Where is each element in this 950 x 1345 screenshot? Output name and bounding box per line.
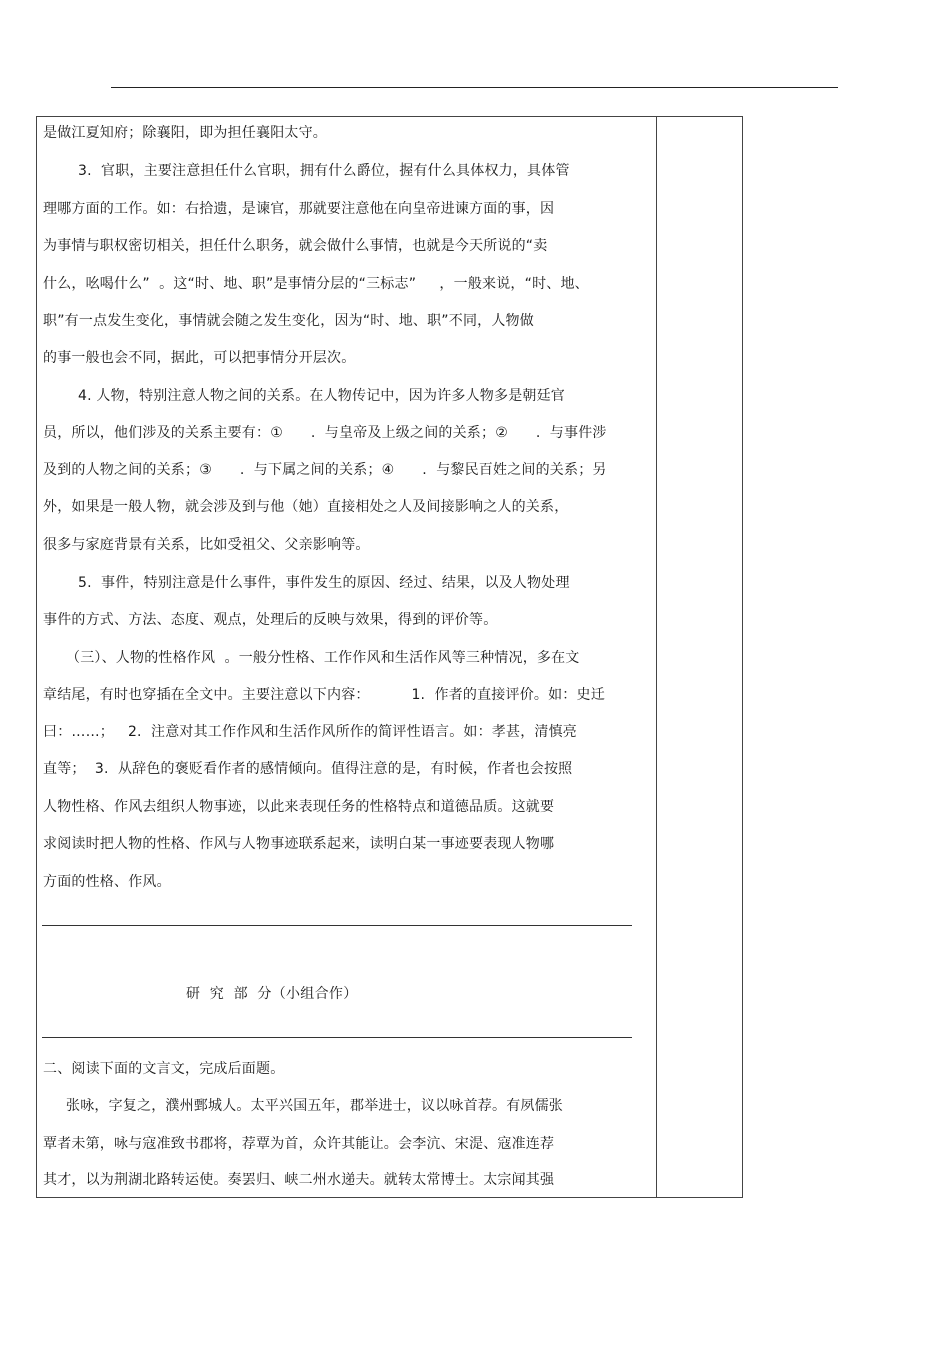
section-rule [42, 925, 632, 926]
text-line: 章结尾，有时也穿插在全文中。主要注意以下内容： 1. 作者的直接评价。如：史迁 [43, 687, 605, 703]
text-line: 职”有一点发生变化，事情就会随之发生变化，因为“时、地、职”不同，人物做 [43, 313, 534, 329]
text-line: 其才，以为荆湖北路转运使。奏罢归、峡二州水递夫。就转太常博士。太宗闻其强 [43, 1172, 555, 1188]
text-line: 很多与家庭背景有关系，比如受祖父、父亲影响等。 [43, 537, 370, 553]
text-line: 什么，吆喝什么” 。这“时、地、职”是事情分层的“三标志” ，一般来说，“时、地、 [43, 276, 589, 292]
question-title: 二、阅读下面的文言文，完成后面题。 [43, 1061, 285, 1077]
section-heading: 研 究 部 分（小组合作） [186, 986, 358, 1002]
text-line: 理哪方面的工作。如：右拾遗，是谏官，那就要注意他在向皇帝进谏方面的事，因 [43, 201, 555, 217]
text-line: 3. 官职，主要注意担任什么官职，拥有什么爵位，握有什么具体权力，具体管 [78, 163, 570, 179]
text-line: 为事情与职权密切相关，担任什么职务，就会做什么事情，也就是今天所说的“卖 [43, 238, 548, 254]
text-line: 曰：……； 2. 注意对其工作作风和生活作风所作的简评性语言。如：孝甚，清慎亮 [43, 724, 578, 740]
text-line: 5. 事件，特别注意是什么事件，事件发生的原因、经过、结果，以及人物处理 [78, 575, 570, 591]
text-line: 及到的人物之间的关系；③ . 与下属之间的关系；④ . 与黎民百姓之间的关系；另 [43, 462, 607, 478]
text-line: 求阅读时把人物的性格、作风与人物事迹联系起来，读明白某一事迹要表现人物哪 [43, 836, 555, 852]
section-rule [42, 1037, 632, 1038]
text-line: 事件的方式、方法、态度、观点，处理后的反映与效果，得到的评价等。 [43, 612, 498, 628]
text-line: 4. 人物，特别注意人物之间的关系。在人物传记中，因为许多人物多是朝廷官 [78, 388, 566, 404]
text-line: 员，所以，他们涉及的关系主要有：① . 与皇帝及上级之间的关系；② . 与事件涉 [43, 425, 607, 441]
text-line: 覃者未第，咏与寇准致书郡将，荐覃为首，众许其能让。会李沆、宋湜、寇准连荐 [43, 1136, 555, 1152]
column-divider [656, 116, 657, 1198]
text-line: 张咏，字复之，濮州鄄城人。太平兴国五年，郡举进士，议以咏首荐。有夙儒张 [66, 1098, 563, 1114]
text-line: 的事一般也会不同，据此，可以把事情分开层次。 [43, 350, 356, 366]
text-line: 是做江夏知府；除襄阳，即为担任襄阳太守。 [43, 125, 327, 141]
text-line: 方面的性格、作风。 [43, 874, 171, 890]
text-line: 人物性格、作风去组织人物事迹，以此来表现任务的性格特点和道德品质。这就要 [43, 799, 555, 815]
header-rule [111, 87, 838, 88]
text-line: 外，如果是一般人物，就会涉及到与他（她）直接相处之人及间接影响之人的关系， [43, 499, 569, 515]
text-line: （三）、人物的性格作风 。一般分性格、工作作风和生活作风等三种情况，多在文 [66, 650, 580, 666]
text-line: 直等； 3. 从辞色的褒贬看作者的感情倾向。值得注意的是，有时候，作者也会按照 [43, 761, 573, 777]
